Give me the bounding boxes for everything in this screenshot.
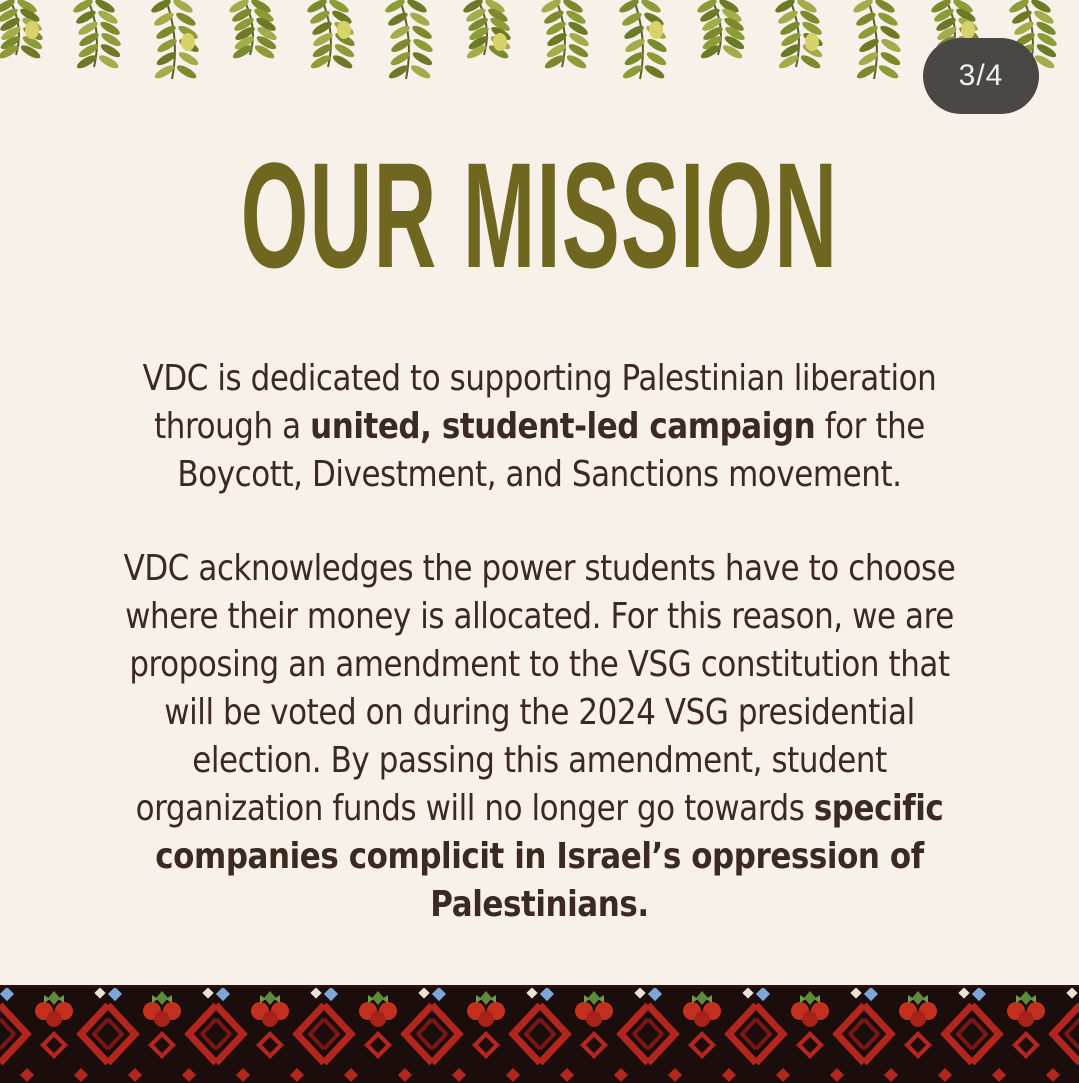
olive-leaf bbox=[643, 63, 666, 81]
text-line bbox=[110, 403, 969, 451]
olive-leaf bbox=[876, 10, 899, 28]
bold-emphasis-line: companies complicit in Israel’s oppression of bbox=[155, 836, 924, 877]
olive-leaf bbox=[409, 63, 432, 81]
olive-fruit bbox=[337, 21, 351, 39]
slide-counter-badge bbox=[923, 38, 1039, 114]
olive-leaf bbox=[177, 50, 200, 68]
olive-leaf bbox=[879, 50, 902, 68]
olive-fruit bbox=[25, 21, 39, 39]
olive-leaf bbox=[411, 50, 434, 68]
olive-leaf bbox=[411, 23, 434, 41]
bold-emphasis: specific bbox=[813, 788, 944, 829]
olive-fruit bbox=[181, 33, 195, 51]
text-line: proposing an amendment to the VSG constitution that bbox=[129, 644, 950, 685]
text-line: will be voted on during the 2024 VSG presidential bbox=[164, 692, 915, 733]
olive-leaf bbox=[175, 63, 198, 81]
olive-leaf bbox=[174, 10, 197, 28]
text-line: VDC acknowledges the power students have to choose bbox=[123, 548, 956, 589]
olive-fruit bbox=[805, 33, 819, 51]
tatreez-embroidery-border bbox=[0, 985, 1079, 1083]
text-span: through a bbox=[154, 406, 311, 447]
mission-paragraph-2 bbox=[110, 545, 969, 929]
olive-leaf bbox=[171, 0, 194, 15]
olive-fruit bbox=[649, 21, 663, 39]
page-title: OUR MISSION bbox=[240, 131, 839, 299]
text-line: Boycott, Divestment, and Sanctions movement. bbox=[177, 454, 902, 495]
text-span: organization funds will no longer go towards bbox=[135, 788, 814, 829]
mission-paragraph-1 bbox=[110, 355, 969, 499]
olive-leaf bbox=[408, 10, 431, 28]
text-span: for the bbox=[815, 406, 925, 447]
text-line: where their money is allocated. For this reason, we are bbox=[125, 596, 954, 637]
bold-emphasis-line: Palestinians. bbox=[430, 884, 649, 925]
olive-leaf bbox=[879, 23, 902, 41]
olive-leaf bbox=[873, 0, 896, 15]
olive-fruit bbox=[961, 21, 975, 39]
olive-branch-garland bbox=[0, 0, 1079, 100]
text-line: VDC is dedicated to supporting Palestinian liberation bbox=[142, 358, 937, 399]
olive-leaf bbox=[639, 0, 662, 15]
olive-leaf bbox=[877, 63, 900, 81]
text-line: election. By passing this amendment, student bbox=[192, 740, 887, 781]
olive-leaf bbox=[879, 37, 902, 55]
olive-leaf bbox=[645, 50, 668, 68]
olive-leaf bbox=[645, 37, 668, 55]
text-line bbox=[110, 785, 969, 833]
olive-leaf bbox=[405, 0, 428, 15]
olive-fruit bbox=[493, 33, 507, 51]
olive-leaf bbox=[411, 37, 434, 55]
bold-emphasis: united, student-led campaign bbox=[310, 406, 816, 447]
slide-counter-text: 3/4 bbox=[958, 59, 1004, 92]
embroidery-pattern-fill bbox=[0, 985, 1079, 1083]
